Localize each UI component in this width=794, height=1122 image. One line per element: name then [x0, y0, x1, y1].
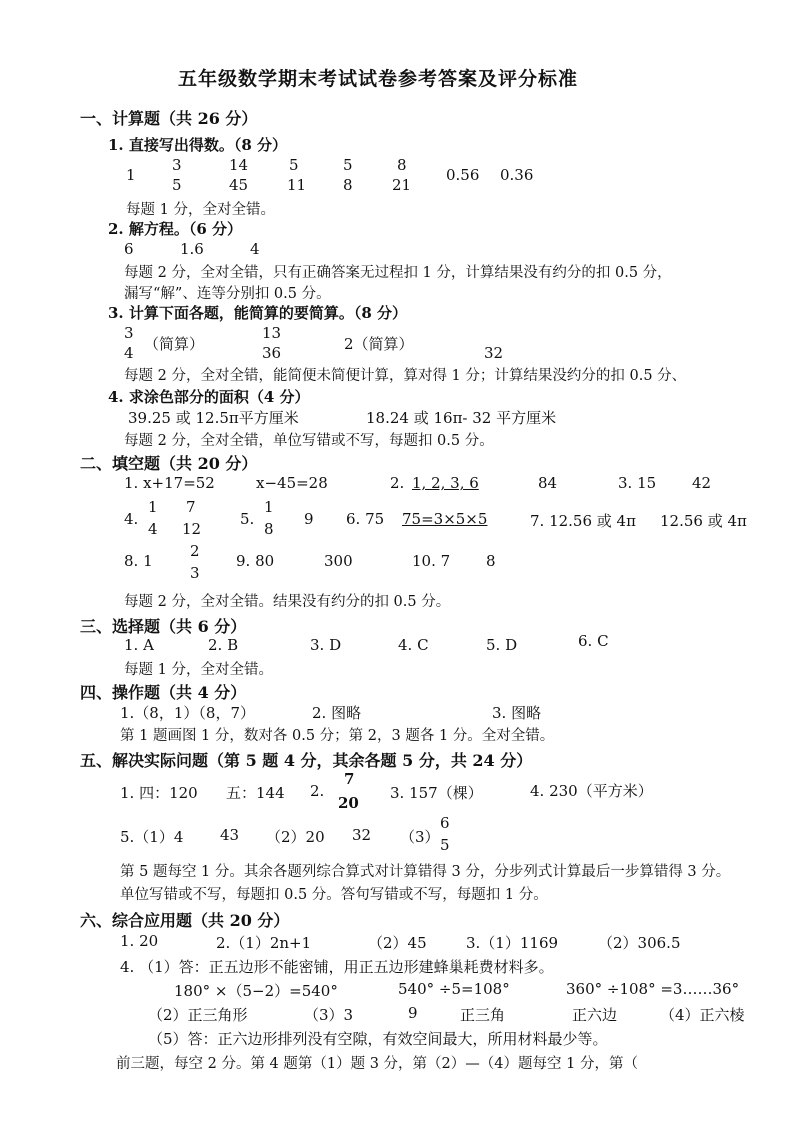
s4-ans-3: 3. 图略: [492, 704, 542, 722]
s1-q3-bot-2: 36: [262, 344, 282, 362]
s1-q4-heading: 4. 求涂色部分的面积（4 分）: [108, 388, 310, 406]
s5-r2-a5: 5.（1）4: [120, 828, 184, 846]
s6-q4-5: （5）答：正六边形排列没有空隙，有效空间最大，所用材料最少等。: [148, 1030, 608, 1048]
section-1-heading: 一、计算题（共 26 分）: [80, 109, 258, 128]
s3-note: 每题 1 分，全对全错。: [124, 662, 273, 678]
s6-r3-5: 正六边: [572, 1006, 618, 1024]
s1-q4-ans-1: 39.25 或 12.5π平方厘米: [128, 409, 299, 427]
s2-r2-n4: 4.: [124, 510, 139, 528]
s5-r1-f-bot: 20: [338, 794, 359, 812]
s2-r1-7: 42: [692, 474, 712, 492]
s6-r1-5: （2）306.5: [598, 934, 681, 952]
s6-r1-3: （2）45: [368, 934, 427, 952]
s6-calc-2: 540° ÷5=108°: [398, 980, 510, 998]
s2-r1-4: 1, 2, 3, 6: [412, 474, 479, 492]
s1-q1-top-4: 5: [343, 156, 353, 174]
s3-ans-1: 1. A: [124, 636, 154, 654]
s1-q3-bot-1: 4: [124, 344, 134, 362]
s2-r2-n7b: 12.56 或 4π: [660, 512, 747, 530]
s1-q1-val-6: 0.56: [446, 166, 480, 184]
s1-q3-ans-4: 32: [484, 344, 504, 362]
s4-ans-2: 2. 图略: [312, 704, 362, 722]
s5-r2-v43: 43: [220, 826, 240, 844]
s2-r2-f2-top: 7: [186, 498, 196, 516]
s1-q1-bot-3: 11: [287, 176, 307, 194]
s6-r3-6: （4）正六棱: [660, 1006, 745, 1024]
s1-q1-bot-4: 8: [343, 176, 353, 194]
s2-r3-v300: 300: [324, 552, 353, 570]
s6-r3-3: 9: [408, 1004, 418, 1022]
s2-r2-v9: 9: [304, 510, 314, 528]
s6-r3-1: （2）正三角形: [148, 1006, 248, 1024]
s2-r2-f1-top: 1: [148, 498, 158, 516]
s2-r3-n8: 8. 1: [124, 552, 153, 570]
s6-calc-3: 360° ÷108° =3……36°: [566, 980, 740, 998]
s5-r1-a1: 1. 四：120: [120, 784, 198, 802]
s1-q1-bot-5: 21: [392, 176, 412, 194]
s3-ans-4: 4. C: [398, 636, 429, 654]
s2-r1-2: x−45=28: [256, 474, 328, 492]
s2-r2-f3-bot: 8: [264, 520, 274, 538]
s5-r2-b2: （2）20: [266, 828, 325, 846]
s2-note: 每题 2 分，全对全错。结果没有约分的扣 0.5 分。: [124, 594, 451, 610]
s5-r1-a3: 3. 157（棵）: [390, 784, 483, 802]
s2-r3-f-bot: 3: [190, 564, 200, 582]
s5-r2-b3: （3）: [400, 828, 440, 846]
s1-q1-top-2: 14: [229, 156, 249, 174]
s1-q1-heading: 1. 直接写出得数。（8 分）: [108, 136, 288, 154]
s1-q4-note: 每题 2 分，全对全错，单位写错或不写，每题扣 0.5 分。: [124, 433, 494, 449]
s1-q2-note-2: 漏写“解”、连等分别扣 0.5 分。: [124, 286, 331, 302]
s5-r2-f-top: 6: [440, 814, 450, 832]
s5-r1-a1b: 五：144: [226, 784, 285, 802]
s5-note-1: 第 5 题每空 1 分。其余各题列综合算式对计算错得 3 分，分步列式计算最后一步算错得 3 分。: [120, 864, 731, 880]
section-5-heading: 五、解决实际问题（第 5 题 4 分，其余各题 5 分，共 24 分）: [80, 751, 533, 770]
s1-q1-first: 1: [126, 166, 136, 184]
s2-r1-3: 2.: [390, 474, 405, 492]
s1-q3-ans-3: 2（简算）: [344, 335, 414, 353]
s4-note: 第 1 题画图 1 分，数对各 0.5 分；第 2，3 题各 1 分。全对全错。: [120, 728, 555, 744]
s1-q3-note: 每题 2 分，全对全错，能简便未简便计算，算对得 1 分；计算结果没约分的扣 0.5 分、: [124, 368, 687, 384]
s3-ans-2: 2. B: [208, 636, 239, 654]
s2-r3-f-top: 2: [190, 542, 200, 560]
s1-q1-top-5: 8: [397, 156, 407, 174]
s6-r3-2: （3）3: [304, 1006, 354, 1024]
s1-q1-bot-2: 45: [229, 176, 249, 194]
s2-r2-n5: 5.: [240, 510, 255, 528]
s5-r1-a4: 4. 230（平方米）: [530, 782, 653, 800]
page-title: 五年级数学期末考试试卷参考答案及评分标准: [178, 68, 579, 90]
section-4-heading: 四、操作题（共 4 分）: [80, 683, 247, 702]
section-6-heading: 六、综合应用题（共 20 分）: [80, 911, 290, 930]
s1-q4-ans-2: 18.24 或 16π- 32 平方厘米: [366, 409, 557, 427]
s2-r2-n6: 6. 75: [346, 510, 385, 528]
s2-r3-n9: 9. 80: [236, 552, 275, 570]
s1-q1-top-1: 3: [172, 156, 182, 174]
s1-q3-top-1: 3: [124, 324, 134, 342]
s6-r1-2: 2.（1）2n+1: [216, 934, 312, 952]
s2-r2-n7: 7. 12.56 或 4π: [530, 512, 636, 530]
s1-q3-label-1: （简算）: [144, 335, 205, 353]
section-3-heading: 三、选择题（共 6 分）: [80, 617, 247, 636]
s3-ans-6: 6. C: [578, 632, 609, 650]
s3-ans-5: 5. D: [486, 636, 518, 654]
s5-r1-f-top: 7: [344, 770, 355, 788]
s2-r2-f1-bot: 4: [148, 520, 158, 538]
s1-q2-note-1: 每题 2 分，全对全错，只有正确答案无过程扣 1 分，计算结果没有约分的扣 0.5 分，: [124, 265, 672, 281]
s2-r3-v8: 8: [486, 552, 496, 570]
s2-r1-6: 3. 15: [618, 474, 657, 492]
s4-ans-1: 1.（8，1）（8，7）: [120, 704, 255, 722]
s1-q2-ans-2: 1.6: [180, 240, 204, 258]
s2-r1-1: 1. x+17=52: [124, 474, 215, 492]
s6-r1-1: 1. 20: [120, 932, 159, 950]
s1-q1-note: 每题 1 分，全对全错。: [126, 202, 275, 218]
s5-note-2: 单位写错或不写，每题扣 0.5 分。答句写错或不写，每题扣 1 分。: [120, 887, 548, 903]
s6-r1-4: 3.（1）1169: [466, 934, 559, 952]
s5-r2-v32: 32: [352, 826, 372, 844]
s1-q2-ans-1: 6: [124, 240, 134, 258]
s5-r1-a2: 2.: [310, 782, 325, 800]
s3-ans-3: 3. D: [310, 636, 342, 654]
s6-r3-4: 正三角: [460, 1006, 506, 1024]
s1-q2-heading: 2. 解方程。（6 分）: [108, 220, 243, 238]
s6-final-note: 前三题，每空 2 分。第 4 题第（1）题 3 分，第（2）—（4）题每空 1 分，第（: [116, 1056, 638, 1072]
s1-q2-ans-3: 4: [250, 240, 260, 258]
s1-q3-heading: 3. 计算下面各题，能简算的要简算。（8 分）: [108, 304, 408, 322]
section-2-heading: 二、填空题（共 20 分）: [80, 454, 258, 473]
s6-calc-1: 180° ×（5−2）=540°: [174, 982, 338, 1000]
s2-r3-n10: 10. 7: [412, 552, 451, 570]
s6-q4-1: 4. （1）答：正五边形不能密铺，用正五边形建蜂巢耗费材料多。: [120, 958, 554, 976]
s1-q1-val-7: 0.36: [500, 166, 534, 184]
s2-r2-f2-bot: 12: [182, 520, 202, 538]
s2-r2-f3-top: 1: [264, 498, 274, 516]
s1-q3-top-2: 13: [262, 324, 282, 342]
s2-r1-5: 84: [538, 474, 558, 492]
s5-r2-f-bot: 5: [440, 836, 450, 854]
s1-q1-top-3: 5: [289, 156, 299, 174]
s1-q1-bot-1: 5: [172, 176, 182, 194]
s2-r2-eq: 75=3×5×5: [402, 510, 488, 528]
